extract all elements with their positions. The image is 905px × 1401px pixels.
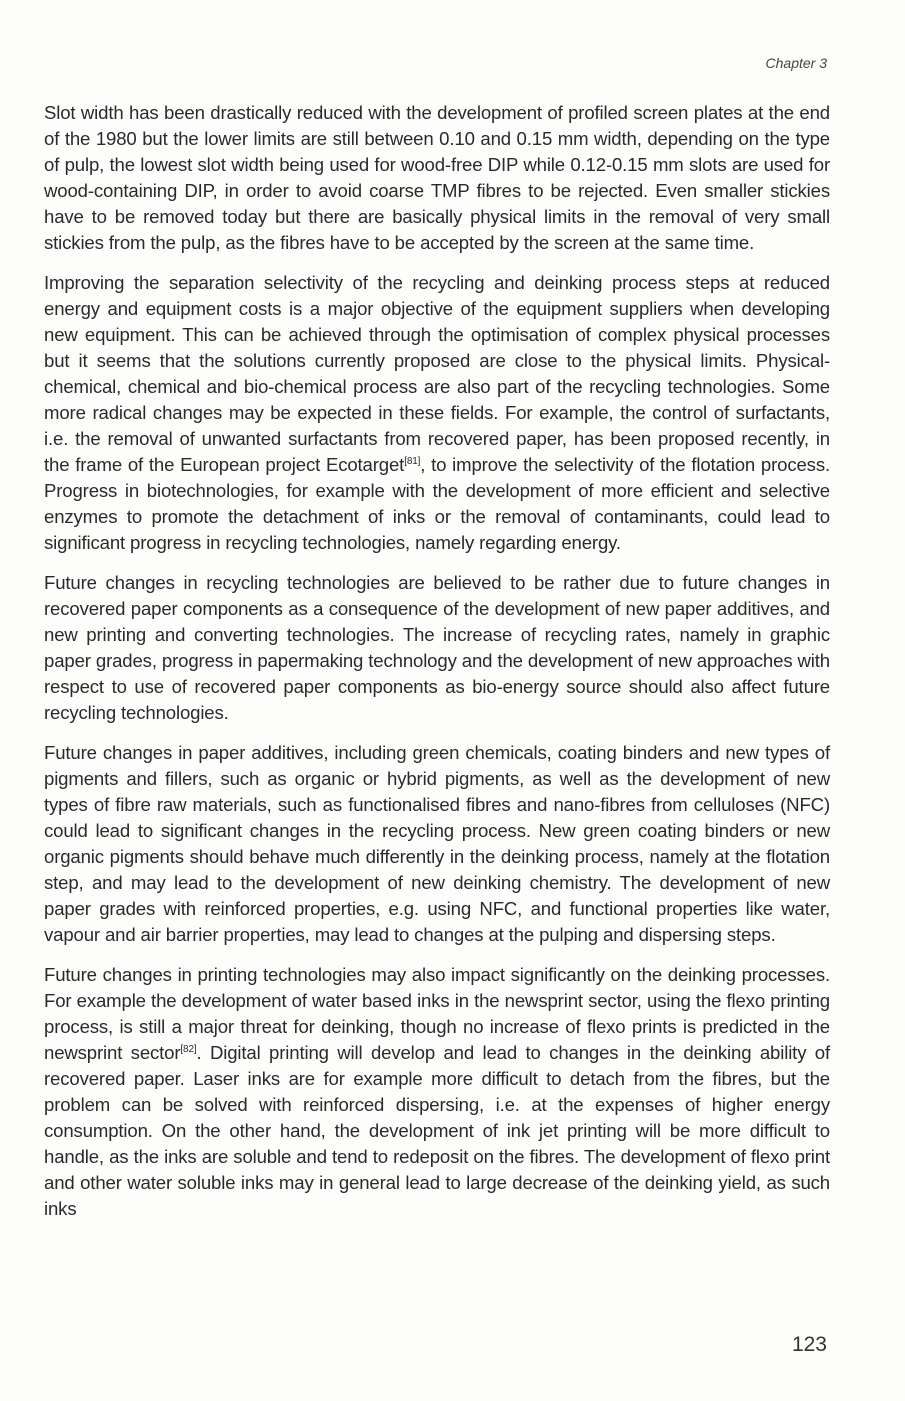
running-header: Chapter 3 (765, 55, 827, 71)
paragraph-text: Future changes in printing technologies may also impact significantly on the deinking processes. For example the development of water based inks in the newsprint sector, using the flexo printing process, is still a major threat for deinking, though no increase of flexo prints is predicted in the newsprint sector (44, 964, 830, 1063)
paragraph: Future changes in paper additives, including green chemicals, coating binders and new types of pigments and fillers, such as organic or hybrid pigments, as well as the development of new types of fibre raw materials, such as functionalised fibres and nano-fibres from celluloses (NFC) could lead to significant changes in the recycling process. New green coating binders or new organic pigments should behave much differently in the deinking process, namely at the flotation step, and may lead to the development of new deinking chemistry. The development of new paper grades with reinforced properties, e.g. using NFC, and functional properties like water, vapour and air barrier properties, may lead to changes at the pulping and dispersing steps. (44, 742, 830, 945)
body-text (44, 100, 830, 1236)
reference-marker: [82] (180, 1043, 197, 1055)
paragraph-text: Improving the separation selectivity of the recycling and deinking process steps at reduced energy and equipment costs is a major objective of the equipment suppliers when developing new equipment. This can be achieved through the optimisation of complex physical processes but it seems that the solutions currently proposed are close to the physical limits. Physical-chemical, chemical and bio-chemical process are also part of the recycling technologies. Some more radical changes may be expected in these fields. For example, the control of surfactants, i.e. the removal of unwanted surfactants from recovered paper, has been proposed recently, in the frame of the European project Ecotarget (44, 272, 830, 475)
paragraph-text: , to improve the selectivity of the flotation process. Progress in biotechnologies, for example with the development of more efficient and selective enzymes to promote the detachment of inks or the removal of contaminants, could lead to significant progress in recycling technologies, namely regarding energy. (44, 454, 830, 553)
paragraph (44, 270, 830, 556)
paragraph (44, 962, 830, 1222)
paragraph-text: . Digital printing will develop and lead to changes in the deinking ability of recovered paper. Laser inks are for example more difficult to detach from the fibres, but the problem can be solved with reinforced dispersing, i.e. at the expenses of higher energy consumption. On the other hand, the development of ink jet printing will be more difficult to handle, as the inks are soluble and tend to redeposit on the fibres. The development of flexo print and other water soluble inks may in general lead to large decrease of the deinking yield, as such inks (44, 1042, 830, 1219)
page-number: 123 (791, 1333, 827, 1356)
paragraph: Slot width has been drastically reduced with the development of profiled screen plates at the end of the 1980 but the lower limits are still between 0.10 and 0.15 mm width, depending on the type of pulp, the lowest slot width being used for wood-free DIP while 0.12-0.15 mm slots are used for wood-containing DIP, in order to avoid coarse TMP fibres to be rejected. Even smaller stickies have to be removed today but there are basically physical limits in the removal of very small stickies from the pulp, as the fibres have to be accepted by the screen at the same time. (44, 102, 830, 253)
paragraph: Future changes in recycling technologies are believed to be rather due to future changes in recovered paper components as a consequence of the development of new paper additives, and new printing and converting technologies. The increase of recycling rates, namely in graphic paper grades, progress in papermaking technology and the development of new approaches with respect to use of recovered paper components as bio-energy source should also affect future recycling technologies. (44, 572, 830, 723)
reference-marker: [81] (404, 455, 421, 467)
